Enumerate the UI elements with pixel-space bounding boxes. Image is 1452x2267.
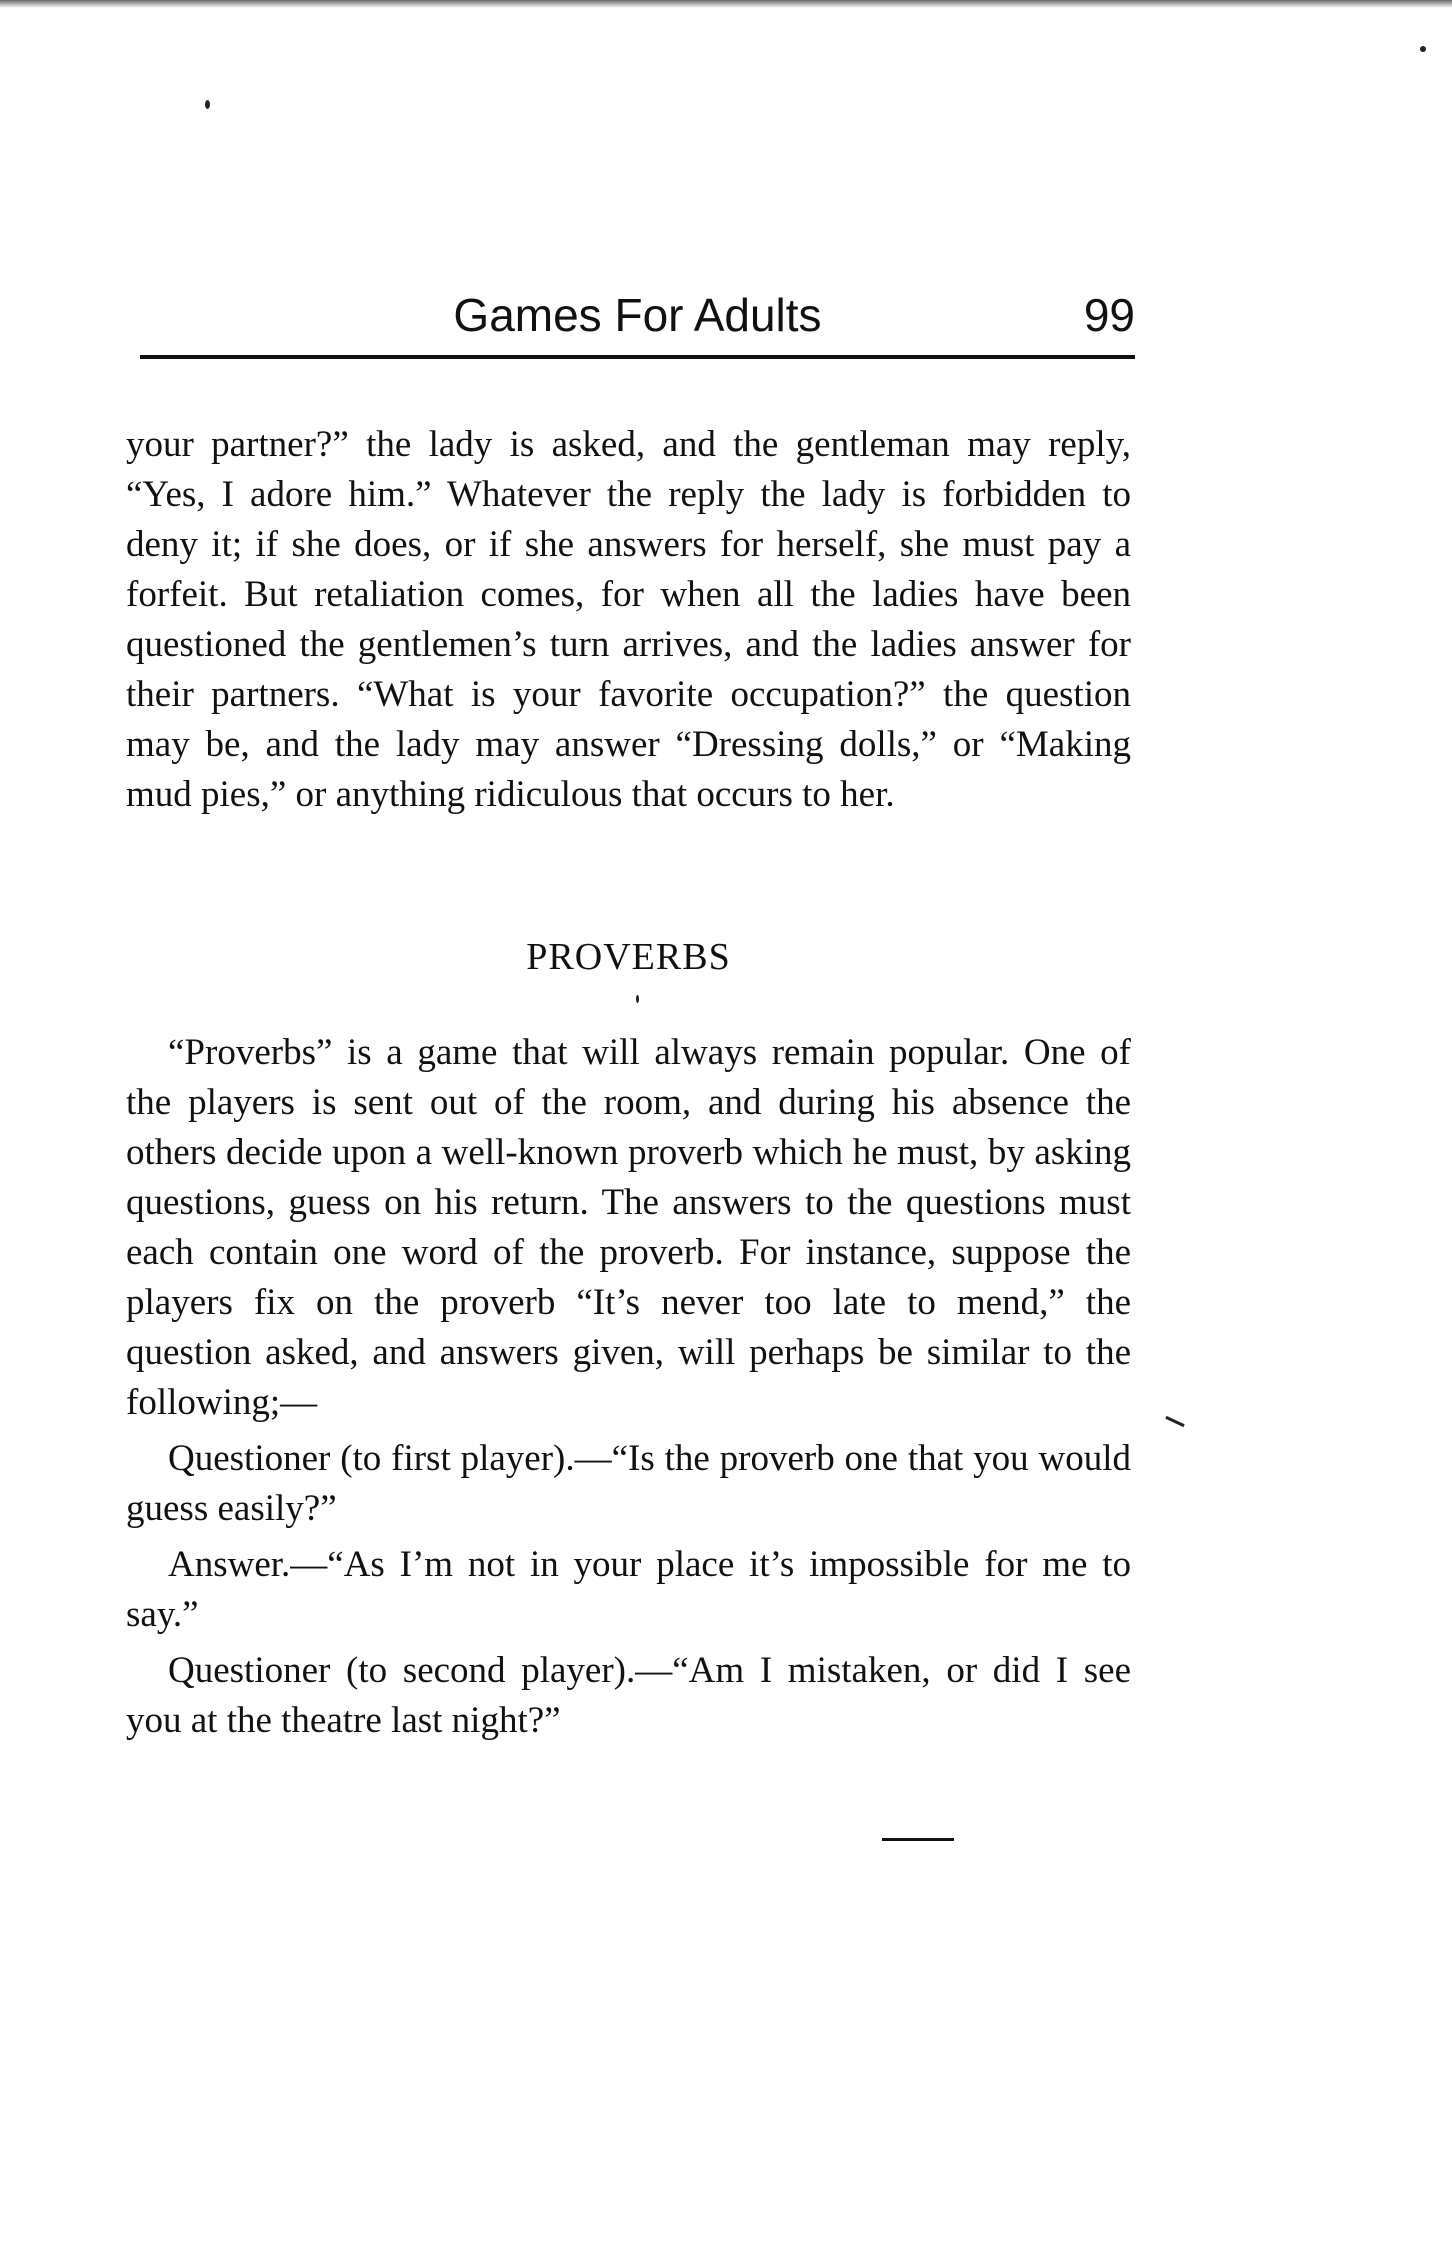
paragraph-answer: Answer.—“As I’m not in your place it’s impossible for me to say.” bbox=[126, 1544, 1131, 1635]
print-speck bbox=[205, 100, 210, 109]
header-rule bbox=[140, 355, 1135, 359]
page-top-edge bbox=[0, 0, 1452, 8]
paragraph-continuation: your partner?” the lady is asked, and the gentleman may reply, “Yes, I adore him.” Whatever the reply the lady is forbidden to deny it; if she does, or if she answers for herself, she must pay a forfeit. But retaliation comes, for when all the ladies have been questioned the gentlemen’s turn arrives, and the ladies answer for their partners. “What is your favorite occupation?” the question may be, and the lady may answer “Dressing dolls,” or “Making mud pies,” or anything ridiculous that occurs to her. bbox=[126, 424, 1131, 815]
running-title: Games For Adults bbox=[453, 289, 822, 341]
print-speck bbox=[1420, 46, 1426, 52]
page-number: 99 bbox=[1083, 289, 1135, 341]
paragraph-questioner-first: Questioner (to first player).—“Is the proverb one that you would guess easily?” bbox=[126, 1438, 1131, 1529]
page-header bbox=[140, 280, 1135, 350]
paragraph-questioner-second: Questioner (to second player).—“Am I mistaken, or did I see you at the theatre last night?” bbox=[126, 1650, 1131, 1741]
body-text bbox=[126, 420, 1131, 1746]
paragraph-proverbs-intro: “Proverbs” is a game that will always remain popular. One of the players is sent out of the room, and during his absence the others decide upon a well-known proverb which he must, by asking questions, guess on his return. The answers to the questions must each contain one word of the proverb. For instance, suppose the players fix on the proverb “It’s never too late to mend,” the question asked, and answers given, will perhaps be similar to the following;— bbox=[126, 1032, 1131, 1423]
pencil-underline-mark bbox=[882, 1838, 954, 1841]
print-speck bbox=[636, 995, 639, 1003]
section-heading: PROVERBS bbox=[526, 936, 731, 978]
margin-pencil-mark bbox=[1165, 1416, 1184, 1427]
